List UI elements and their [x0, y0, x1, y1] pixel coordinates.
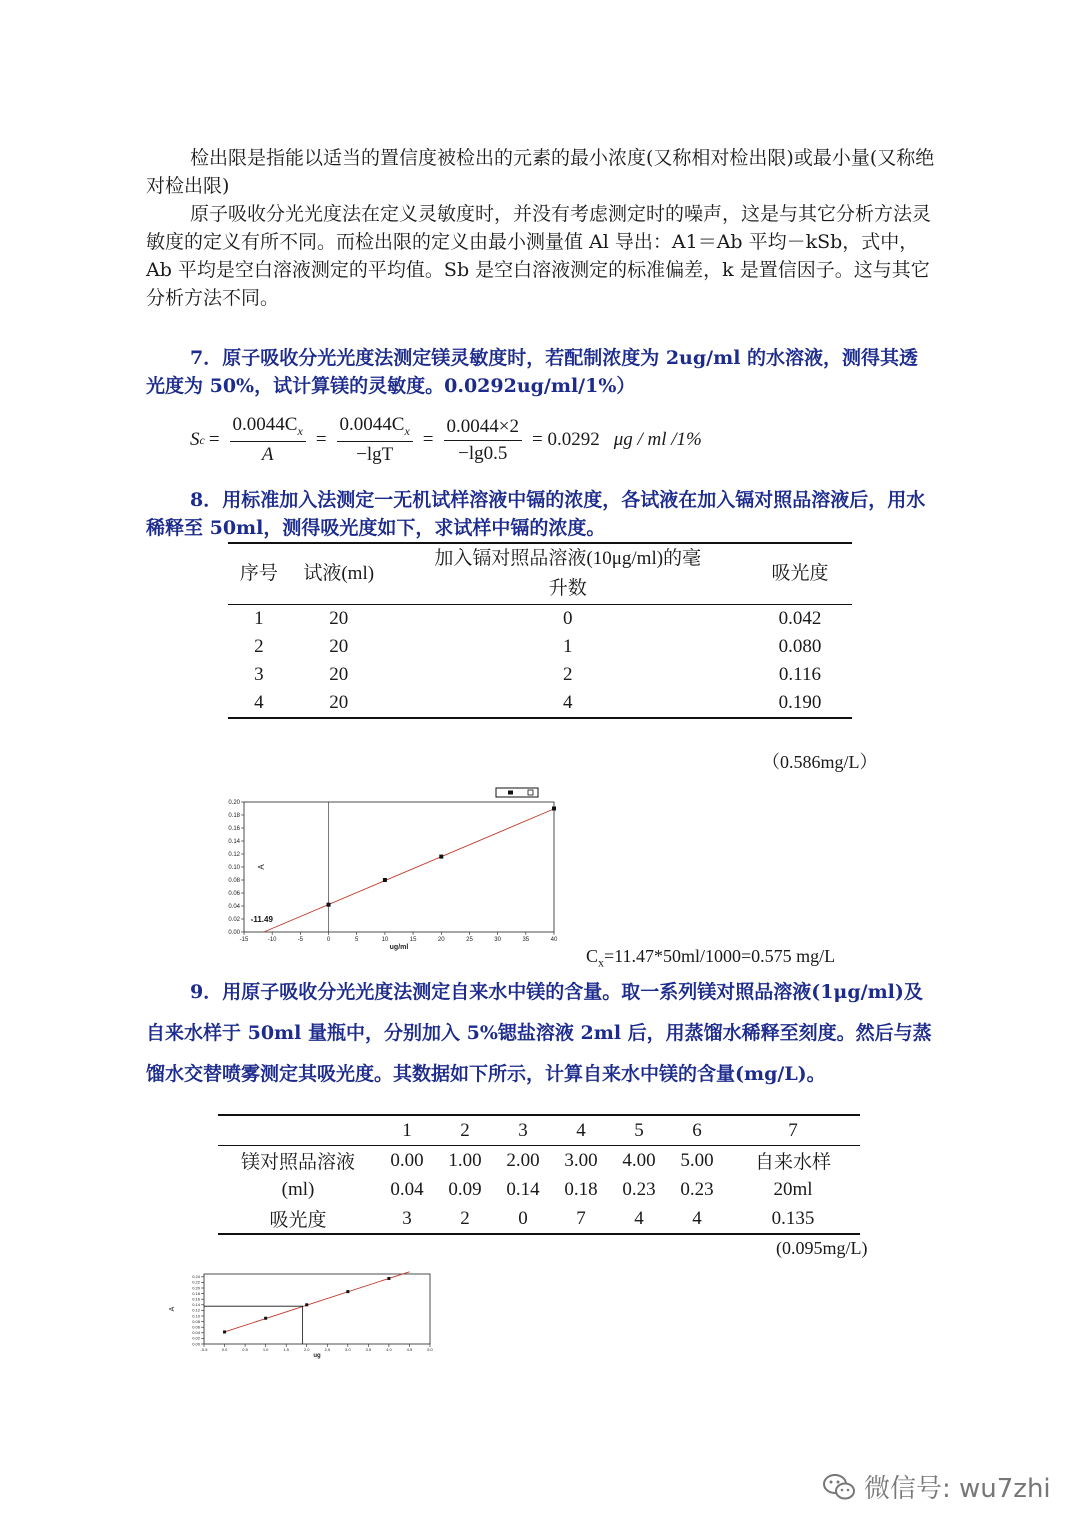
data-point	[439, 855, 443, 859]
x-tick-label: -10	[267, 937, 277, 943]
calc-x: x	[598, 955, 605, 970]
y-tick-label: 0.12	[228, 852, 240, 858]
cell: 4	[552, 1115, 610, 1146]
y-tick-label: 0.16	[192, 1296, 200, 1302]
data-point	[223, 1330, 226, 1333]
cell: 2	[562, 664, 573, 685]
x-tick-label: -0.5	[200, 1347, 208, 1352]
wechat-watermark	[822, 1468, 1051, 1505]
cell: 4	[562, 692, 573, 713]
cell: 20	[329, 608, 349, 629]
col-header-sample: 试液(ml)	[290, 543, 388, 605]
cell: 5.00	[680, 1149, 714, 1171]
y-tick-label: 0.10	[192, 1313, 200, 1319]
x-tick-label: 3.0	[345, 1347, 351, 1352]
x-axis-label: ug/ml	[389, 944, 409, 951]
cell: 4	[634, 1207, 644, 1229]
x-tick-label: 20	[437, 937, 445, 943]
cell: 1	[378, 1115, 436, 1146]
x-tick-label: 3.5	[365, 1347, 372, 1352]
data-point	[552, 807, 556, 811]
x-tick-label: 0.5	[242, 1347, 248, 1352]
cell: 3	[254, 664, 264, 685]
question-7: 7．原子吸收分光光度法测定镁灵敏度时，若配制浓度为 2ug/ml 的水溶液，测得其透光度为 50%，试计算镁的灵敏度。0.0292ug/ml/1%）	[146, 347, 919, 397]
frac1-denominator: A	[261, 443, 274, 465]
cell: 3	[494, 1115, 552, 1146]
y-tick-label: 0.18	[192, 1290, 200, 1296]
x-tick-label: 25	[466, 937, 473, 943]
x-tick-label: 15	[409, 937, 417, 943]
cell: 20	[329, 692, 349, 713]
data-point	[387, 1277, 390, 1280]
watermark-text: 微信号: wu7zhi	[864, 1474, 1051, 1504]
cell: 3	[402, 1207, 412, 1229]
y-axis-label: A	[257, 864, 266, 870]
cell: 1.00	[448, 1149, 482, 1171]
table-header-row	[228, 543, 852, 605]
y-tick-label: 0.02	[228, 917, 240, 923]
reference-lines	[204, 1306, 303, 1344]
formula-lhs: S	[190, 429, 200, 450]
question-8: 8．用标准加入法测定一无机试样溶液中镉的浓度，各试液在加入镉对照品溶液后，用水稀释至 50ml，测得吸光度如下，求试样中镉的浓度。	[146, 489, 926, 539]
data-point	[264, 1317, 267, 1320]
cell: 0.116	[778, 664, 821, 685]
question-9: 9．用原子吸收分光光度法测定自来水中镁的含量。取一系列镁对照品溶液(1μg/ml)及自来水样于 50ml 量瓶中，分别加入 5%锶盐溶液 2ml 后，用蒸馏水稀释至刻度。然后与蒸馏水交替喷雾测定其吸光度。其数据如下所示，计算自来水中镁的含量(mg/L)。	[146, 981, 932, 1085]
cell: 20	[329, 664, 349, 685]
cell: 0.09	[448, 1178, 482, 1200]
table-row	[228, 689, 852, 718]
y-tick-label: 0.04	[228, 904, 240, 910]
intercept-annotation: -11.49	[250, 915, 273, 924]
cell: 0.00	[390, 1149, 424, 1171]
cell: 0.18	[564, 1178, 598, 1200]
table-row	[228, 633, 852, 661]
table-row	[218, 1204, 860, 1234]
formula-result: = 0.0292	[531, 429, 600, 450]
x-tick-label: 5	[355, 937, 359, 943]
cell: 0.23	[680, 1178, 714, 1200]
cell: 7	[726, 1115, 860, 1146]
x-tick-label: 30	[494, 937, 501, 943]
x-tick-label: 2.5	[324, 1347, 331, 1352]
cell: 0.04	[390, 1178, 424, 1200]
cell: 2.00	[506, 1149, 540, 1171]
cell: 4	[692, 1207, 702, 1229]
cell: 4	[254, 692, 264, 713]
formula-lhs-sub: c	[199, 432, 205, 447]
cell: 0	[518, 1207, 528, 1229]
y-tick-label: 0.14	[228, 839, 240, 845]
x-tick-label: 40	[550, 937, 558, 943]
x-tick-label: 4.0	[386, 1347, 392, 1352]
x-tick-label: 5.0	[427, 1347, 433, 1352]
cell: 0	[562, 608, 573, 629]
cell: 吸光度	[269, 1210, 327, 1231]
x-tick-label: 1.5	[283, 1347, 289, 1352]
y-tick-label: 0.00	[228, 930, 240, 936]
data-point	[305, 1303, 308, 1306]
x-tick-label: 35	[522, 937, 530, 943]
y-axis-label: A	[169, 1306, 176, 1312]
cell: 镁对照品溶液	[240, 1152, 355, 1173]
x-tick-label: 0.0	[221, 1347, 228, 1352]
y-tick-label: 0.18	[228, 813, 240, 819]
y-tick-label: 0.06	[228, 891, 240, 897]
y-tick-label: 0.10	[228, 865, 240, 871]
wechat-icon	[822, 1472, 856, 1502]
calc-c: C	[586, 946, 599, 966]
frac1-numerator-sub: x	[297, 423, 303, 438]
magnesium-table	[218, 1114, 860, 1235]
cell: 0.042	[778, 608, 822, 629]
y-tick-label: 0.16	[228, 826, 240, 832]
y-tick-label: 0.08	[192, 1318, 200, 1324]
sensitivity-formula: S c = $\frac{0.0044C_x}{A}$ = $\frac{0.0044C_x}{-\lg T}$ = $\frac{0.0044\times 2}{-\lg 0.5}$ = 0.0292 μg / ml /1%	[190, 414, 702, 465]
standard-addition-chart	[206, 784, 576, 954]
table-header-row	[218, 1115, 860, 1146]
col-header-index: 序号	[228, 543, 290, 605]
x-tick-label: 4.5	[406, 1347, 413, 1352]
frac1-numerator: 0.0044C	[232, 414, 298, 436]
formula-fraction-1	[230, 414, 306, 466]
cell: 0.190	[778, 692, 822, 713]
cadmium-table	[228, 542, 852, 719]
magnesium-calibration-chart	[164, 1266, 444, 1366]
table-row	[218, 1146, 860, 1176]
y-tick-label: 0.00	[192, 1341, 200, 1347]
cell: 5	[610, 1115, 668, 1146]
legend-marker	[508, 791, 513, 795]
fit-line	[225, 1272, 410, 1332]
y-tick-label: 0.06	[192, 1324, 200, 1330]
cell: 3.00	[564, 1149, 598, 1171]
y-tick-label: 0.22	[192, 1279, 200, 1285]
answer-q9: (0.095mg/L)	[776, 1238, 868, 1258]
col-header-absorbance: 吸光度	[748, 543, 852, 605]
frac2-numerator-sub: x	[404, 423, 410, 438]
cell: 20	[329, 636, 349, 657]
x-tick-label: -5	[297, 937, 304, 943]
plot-frame	[204, 1274, 430, 1344]
paragraph-sensitivity: 原子吸收分光光度法在定义灵敏度时，并没有考虑测定时的噪声，这是与其它分析方法灵敏度的定义有所不同。而检出限的定义由最小测量值 Al 导出：A1＝Ab 平均－kSb，式中，Ab 平均是空白溶液测定的平均值。Sb 是空白溶液测定的标准偏差，k 是置信因子。这与其它分析方法不同。	[146, 203, 932, 309]
cell: 2	[460, 1207, 470, 1229]
data-point	[346, 1290, 349, 1293]
x-tick-label: 2.0	[303, 1347, 310, 1352]
cell: 7	[576, 1207, 586, 1229]
frac3-denominator: −lg0.5	[458, 442, 508, 464]
table-row	[218, 1175, 860, 1204]
cell: 自来水样	[754, 1152, 831, 1173]
x-tick-label: 1.0	[262, 1347, 269, 1352]
frac2-denominator: −lgT	[356, 443, 394, 465]
col-header-added: 加入镉对照品溶液(10μg/ml)的毫升数	[388, 543, 748, 605]
legend-box	[496, 788, 538, 797]
cell: (ml)	[281, 1178, 315, 1200]
cell: 0.23	[622, 1178, 656, 1200]
y-tick-label: 0.04	[192, 1330, 200, 1336]
y-tick-label: 0.12	[192, 1307, 200, 1313]
formula-unit: μg / ml /1%	[613, 429, 702, 450]
table-row	[228, 661, 852, 689]
y-tick-label: 0.24	[192, 1274, 200, 1280]
cell: 0.135	[771, 1207, 815, 1229]
cell: 1	[254, 608, 264, 629]
calc-q8	[586, 946, 835, 971]
y-tick-label: 0.08	[228, 878, 240, 884]
x-axis-label: ug	[313, 1353, 321, 1359]
cell: 2	[254, 636, 264, 657]
frac2-numerator: 0.0044C	[339, 414, 405, 436]
y-tick-label: 0.02	[192, 1335, 200, 1341]
x-tick-label: 0	[326, 937, 331, 943]
formula-fraction-3	[444, 416, 522, 465]
cell: 6	[668, 1115, 726, 1146]
cell: 2	[436, 1115, 494, 1146]
y-tick-label: 0.14	[192, 1302, 200, 1308]
table-row	[228, 605, 852, 634]
answer-q8: （0.586mg/L）	[762, 752, 878, 772]
x-tick-label: -15	[239, 937, 249, 943]
formula-fraction-2	[337, 414, 413, 466]
y-tick-label: 0.20	[228, 800, 240, 806]
cell: 4.00	[622, 1149, 656, 1171]
cell	[218, 1115, 378, 1146]
cell: 0.080	[778, 636, 822, 657]
calc-rest: =11.47*50ml/1000=0.575 mg/L	[604, 946, 836, 966]
cell: 20ml	[773, 1178, 813, 1200]
fit-line	[264, 809, 554, 932]
plot-frame	[244, 802, 554, 932]
x-tick-label: 10	[381, 937, 389, 943]
frac3-numerator: 0.0044×2	[444, 416, 522, 441]
cell: 0.14	[506, 1178, 540, 1200]
paragraph-detection-limit: 检出限是指能以适当的置信度被检出的元素的最小浓度(又称相对检出限)或最小量(又称绝对检出限)	[146, 147, 935, 197]
cell: 1	[562, 636, 573, 657]
y-tick-label: 0.20	[192, 1285, 200, 1291]
data-point	[383, 878, 387, 882]
